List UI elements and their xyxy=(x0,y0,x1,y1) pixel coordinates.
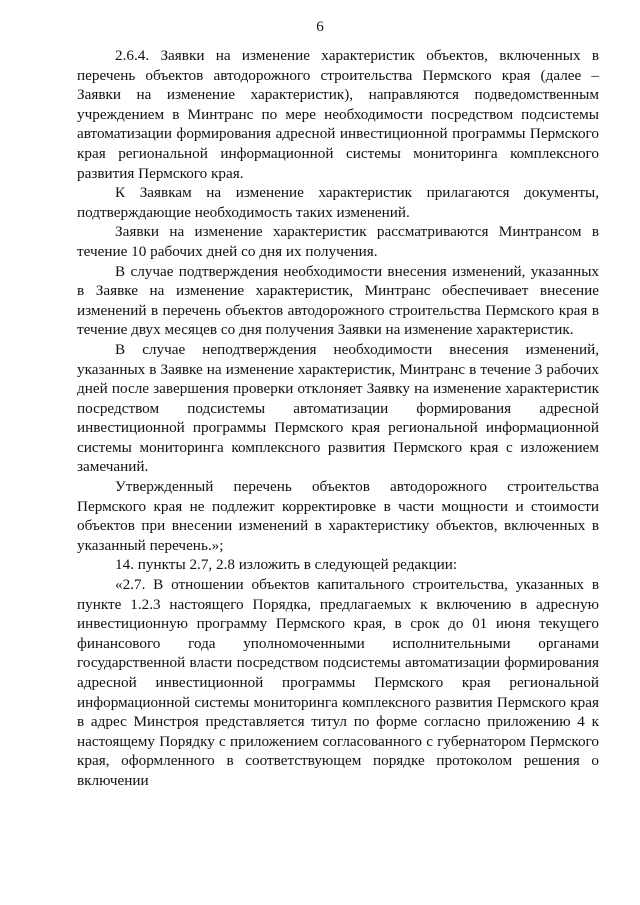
paragraph-2-7: «2.7. В отношении объектов капитального строительства, указанных в пункте 1.2.3 настоящего Порядка, предлагаемых к включению в адресную инвестиционную программу Пермского края, в срок до 01 июня текущего финансового года уполномоченными исполнительными органами государственной власти посредством подсистемы автоматизации формирования адресной инвестиционной программы Пермского края региональной информационной системы мониторинга комплексного развития Пермского края в адрес Минстроя представляется титул по форме согласно приложению 4 к настоящему Порядку с приложением согласованного с губернатором Пермского края, оформленного в соответствующем порядке протоколом решения о включении xyxy=(77,576,599,789)
document-body xyxy=(77,46,599,791)
paragraph-confirmation: В случае подтверждения необходимости внесения изменений, указанных в Заявке на изменение характеристик, Минтранс обеспечивает внесение изменений в перечень объектов автодорожного строительства Пермского края в течение двух месяцев со дня получения Заявки на изменение характеристик. xyxy=(77,262,599,339)
paragraph-item-14: 14. пункты 2.7, 2.8 изложить в следующей редакции: xyxy=(115,556,458,574)
paragraph-2-6-4: 2.6.4. Заявки на изменение характеристик объектов, включенных в перечень объектов автодорожного строительства Пермского края (далее – Заявки на изменение характеристик), направляются подведомственным учреждением в Минтранс по мере необходимости посредством подсистемы автоматизации формирования адресной инвестиционной программы Пермского края региональной информационной системы мониторинга комплексного развития Пермского края. xyxy=(77,47,599,182)
paragraph-attached-documents: К Заявкам на изменение характеристик прилагаются документы, подтверждающие необходимость таких изменений. xyxy=(77,184,599,221)
paragraph-approved-list: Утвержденный перечень объектов автодорожного строительства Пермского края не подлежит корректировке в части мощности и стоимости объектов при внесении изменений в характеристику объектов, включенных в указанный перечень.»; xyxy=(77,478,599,554)
page-number: 6 xyxy=(316,19,324,35)
paragraph-rejection: В случае неподтверждения необходимости внесения изменений, указанных в Заявке на изменение характеристик, Минтранс в течение 3 рабочих дней после завершения проверки отклоняет Заявку на изменение характеристик посредством подсистемы автоматизации формирования адресной инвестиционной программы Пермского края региональной информационной системы мониторинга комплексного развития Пермского края с изложением замечаний. xyxy=(77,340,599,476)
paragraph-review-period: Заявки на изменение характеристик рассматриваются Минтрансом в течение 10 рабочих дней со дня их получения. xyxy=(77,223,599,260)
